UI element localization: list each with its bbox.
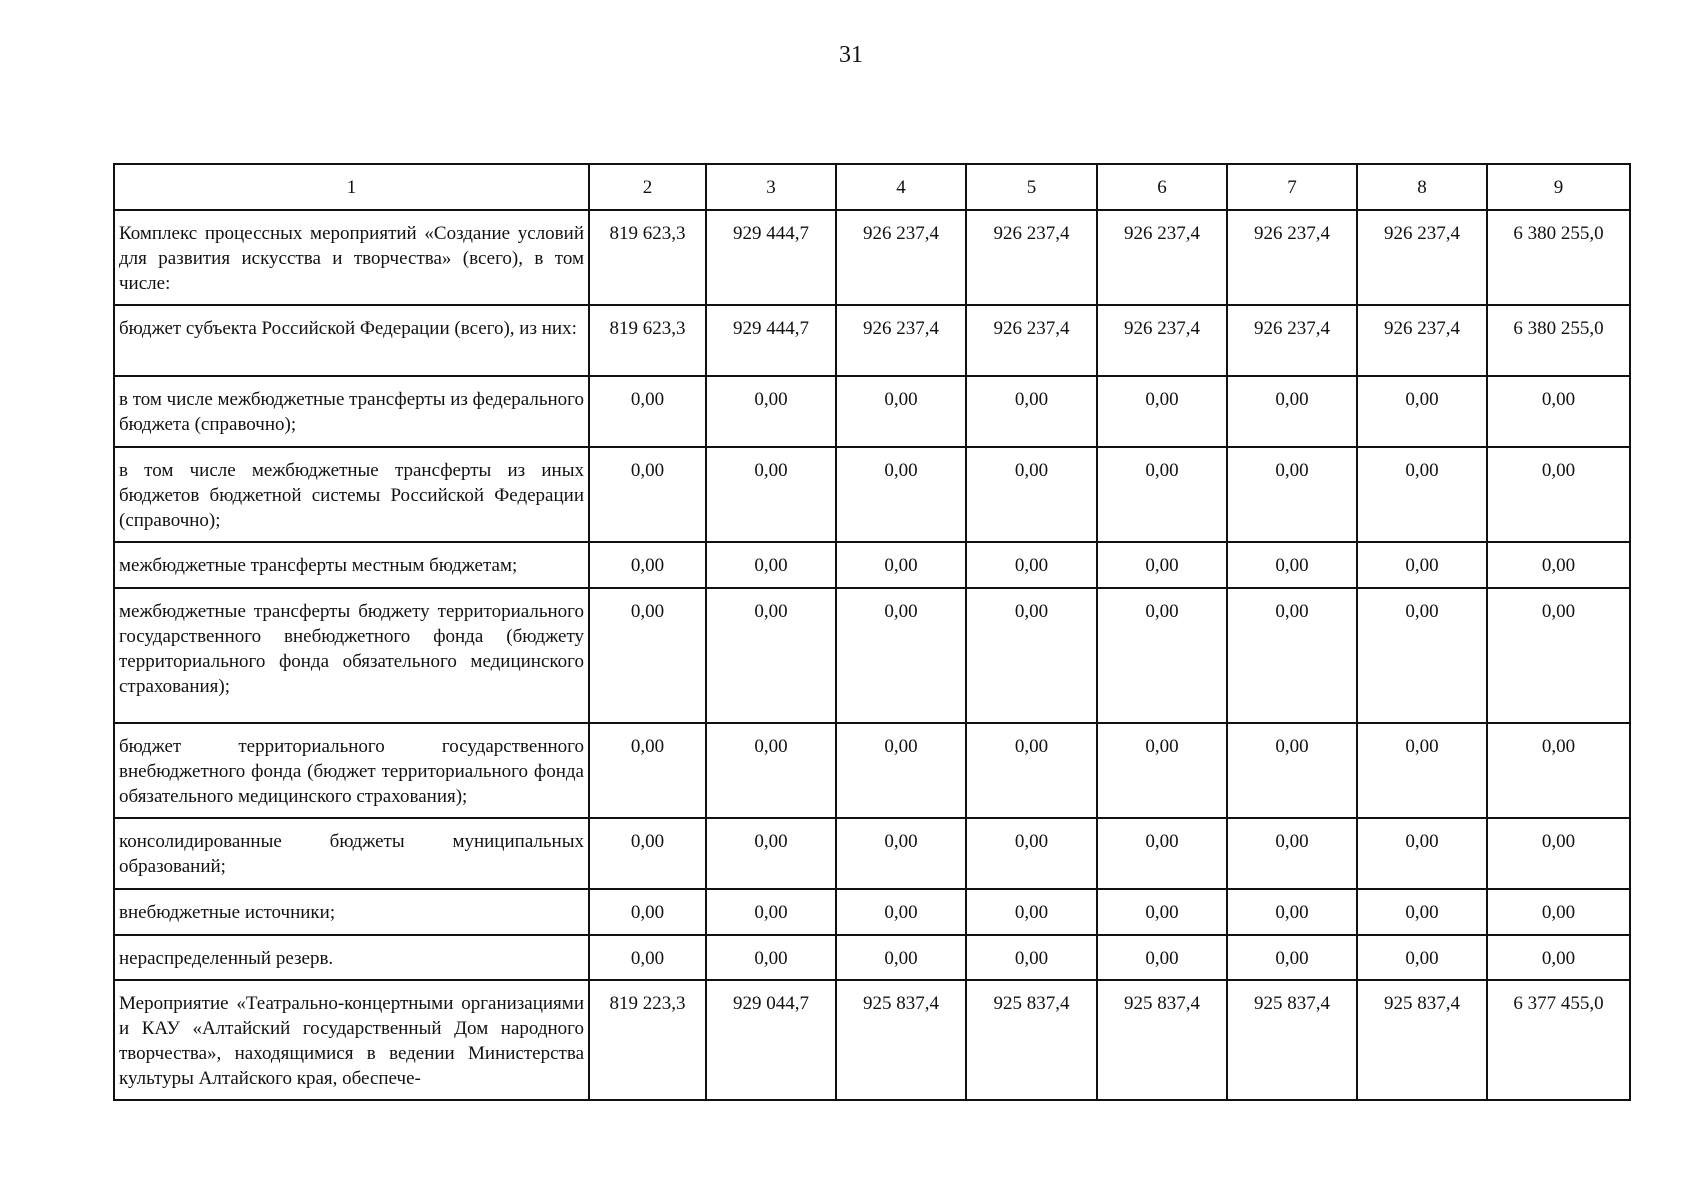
- table-cell: 0,00: [1097, 818, 1227, 889]
- row-label: Комплекс процессных мероприятий «Создание условий для развития искусства и творчества» (всего), в том числе:: [114, 210, 589, 305]
- table-cell: 0,00: [966, 889, 1097, 935]
- table-cell: 0,00: [589, 723, 706, 818]
- table-cell: 0,00: [836, 889, 966, 935]
- table-row: [114, 723, 1630, 818]
- table-cell: 0,00: [1227, 542, 1357, 588]
- table-cell: 926 237,4: [836, 305, 966, 376]
- table-cell: 926 237,4: [966, 210, 1097, 305]
- table-cell: 0,00: [1357, 542, 1487, 588]
- budget-table: [113, 163, 1631, 1101]
- table-cell: 0,00: [1487, 935, 1630, 980]
- table-cell: 6 380 255,0: [1487, 210, 1630, 305]
- table-cell: 926 237,4: [836, 210, 966, 305]
- table-cell: 926 237,4: [1227, 305, 1357, 376]
- table-cell: 0,00: [1097, 447, 1227, 542]
- table-cell: 925 837,4: [1097, 980, 1227, 1100]
- row-label: межбюджетные трансферты местным бюджетам;: [114, 542, 589, 588]
- table-cell: 0,00: [706, 935, 836, 980]
- table-cell: 0,00: [706, 542, 836, 588]
- table-cell: 0,00: [836, 723, 966, 818]
- table-cell: 0,00: [1097, 723, 1227, 818]
- table-cell: 0,00: [1487, 447, 1630, 542]
- table-row: [114, 889, 1630, 935]
- table-cell: 819 623,3: [589, 210, 706, 305]
- table-cell: 0,00: [1487, 723, 1630, 818]
- table-cell: 929 044,7: [706, 980, 836, 1100]
- table-row: [114, 980, 1630, 1100]
- table-row: [114, 588, 1630, 723]
- row-label: в том числе межбюджетные трансферты из иных бюджетов бюджетной системы Российской Федерации (справочно);: [114, 447, 589, 542]
- row-label: в том числе межбюджетные трансферты из федерального бюджета (справочно);: [114, 376, 589, 447]
- table-cell: 0,00: [836, 588, 966, 723]
- table-cell: 925 837,4: [1227, 980, 1357, 1100]
- table-cell: 0,00: [1097, 542, 1227, 588]
- table-cell: 0,00: [1227, 723, 1357, 818]
- table-cell: 926 237,4: [1227, 210, 1357, 305]
- table-cell: 0,00: [836, 542, 966, 588]
- table-cell: 0,00: [706, 818, 836, 889]
- table-cell: 0,00: [836, 447, 966, 542]
- table-cell: 0,00: [1487, 889, 1630, 935]
- table-cell: 0,00: [589, 447, 706, 542]
- table-cell: 0,00: [836, 818, 966, 889]
- table-cell: 0,00: [1227, 818, 1357, 889]
- table-cell: 6 377 455,0: [1487, 980, 1630, 1100]
- table-row: [114, 447, 1630, 542]
- table-cell: 0,00: [1227, 588, 1357, 723]
- table-cell: 0,00: [966, 818, 1097, 889]
- table-cell: 926 237,4: [1357, 210, 1487, 305]
- row-label: нераспределенный резерв.: [114, 935, 589, 980]
- table-cell: 0,00: [589, 818, 706, 889]
- table-cell: 0,00: [1357, 935, 1487, 980]
- table-cell: 0,00: [1227, 889, 1357, 935]
- column-header: 4: [836, 164, 966, 210]
- column-header: 1: [114, 164, 589, 210]
- table-cell: 6 380 255,0: [1487, 305, 1630, 376]
- table-cell: 925 837,4: [966, 980, 1097, 1100]
- table-row: [114, 210, 1630, 305]
- table-cell: 0,00: [1357, 818, 1487, 889]
- page-number: 31: [839, 42, 863, 68]
- column-header: 5: [966, 164, 1097, 210]
- table-cell: 0,00: [1227, 935, 1357, 980]
- table-cell: 0,00: [1487, 542, 1630, 588]
- table-cell: 0,00: [1487, 376, 1630, 447]
- column-header: 3: [706, 164, 836, 210]
- table-row: [114, 935, 1630, 980]
- column-header: 6: [1097, 164, 1227, 210]
- row-label: межбюджетные трансферты бюджету территориального государственного внебюджетного фонда (бюджету территориального фонда обязательного медицинского страхования);: [114, 588, 589, 723]
- row-label: внебюджетные источники;: [114, 889, 589, 935]
- table-cell: 0,00: [836, 935, 966, 980]
- table-header-row: [114, 164, 1630, 210]
- table-cell: 0,00: [966, 723, 1097, 818]
- table-cell: 926 237,4: [966, 305, 1097, 376]
- table-row: [114, 305, 1630, 376]
- table-cell: 0,00: [1097, 889, 1227, 935]
- table-cell: 926 237,4: [1357, 305, 1487, 376]
- table-cell: 926 237,4: [1097, 210, 1227, 305]
- table-cell: 0,00: [706, 588, 836, 723]
- row-label: бюджет субъекта Российской Федерации (всего), из них:: [114, 305, 589, 376]
- row-label: консолидированные бюджеты муниципальных образований;: [114, 818, 589, 889]
- table-cell: 0,00: [966, 588, 1097, 723]
- table-cell: 0,00: [1487, 588, 1630, 723]
- table-cell: 929 444,7: [706, 305, 836, 376]
- table-cell: 0,00: [589, 542, 706, 588]
- table-cell: 0,00: [1227, 447, 1357, 542]
- table-cell: 0,00: [589, 588, 706, 723]
- table-cell: 0,00: [1097, 935, 1227, 980]
- table-cell: 0,00: [1097, 376, 1227, 447]
- table-cell: 0,00: [966, 542, 1097, 588]
- table-cell: 819 623,3: [589, 305, 706, 376]
- table-cell: 929 444,7: [706, 210, 836, 305]
- table-cell: 0,00: [1097, 588, 1227, 723]
- table-cell: 0,00: [1357, 447, 1487, 542]
- table-cell: 0,00: [706, 376, 836, 447]
- table-row: [114, 376, 1630, 447]
- table-cell: 0,00: [966, 935, 1097, 980]
- table-cell: 925 837,4: [836, 980, 966, 1100]
- row-label: бюджет территориального государственного внебюджетного фонда (бюджет территориального фонда обязательного медицинского страхования);: [114, 723, 589, 818]
- table-cell: 0,00: [966, 447, 1097, 542]
- column-header: 8: [1357, 164, 1487, 210]
- table-cell: 0,00: [706, 723, 836, 818]
- row-label: Мероприятие «Театрально-концертными организациями и КАУ «Алтайский государственный Дом народного творчества», находящимися в ведении Министерства культуры Алтайского края, обеспече-: [114, 980, 589, 1100]
- table-cell: 0,00: [966, 376, 1097, 447]
- table-cell: 0,00: [836, 376, 966, 447]
- table-cell: 819 223,3: [589, 980, 706, 1100]
- table-cell: 0,00: [1487, 818, 1630, 889]
- column-header: 9: [1487, 164, 1630, 210]
- table-cell: 0,00: [589, 889, 706, 935]
- table-cell: 0,00: [1227, 376, 1357, 447]
- table-cell: 0,00: [1357, 889, 1487, 935]
- table-cell: 0,00: [1357, 376, 1487, 447]
- column-header: 7: [1227, 164, 1357, 210]
- table-row: [114, 818, 1630, 889]
- table-cell: 0,00: [589, 376, 706, 447]
- table-cell: 926 237,4: [1097, 305, 1227, 376]
- table-cell: 0,00: [1357, 588, 1487, 723]
- column-header: 2: [589, 164, 706, 210]
- table-cell: 0,00: [589, 935, 706, 980]
- table-row: [114, 542, 1630, 588]
- table-cell: 0,00: [706, 447, 836, 542]
- table-cell: 925 837,4: [1357, 980, 1487, 1100]
- table-cell: 0,00: [706, 889, 836, 935]
- table-cell: 0,00: [1357, 723, 1487, 818]
